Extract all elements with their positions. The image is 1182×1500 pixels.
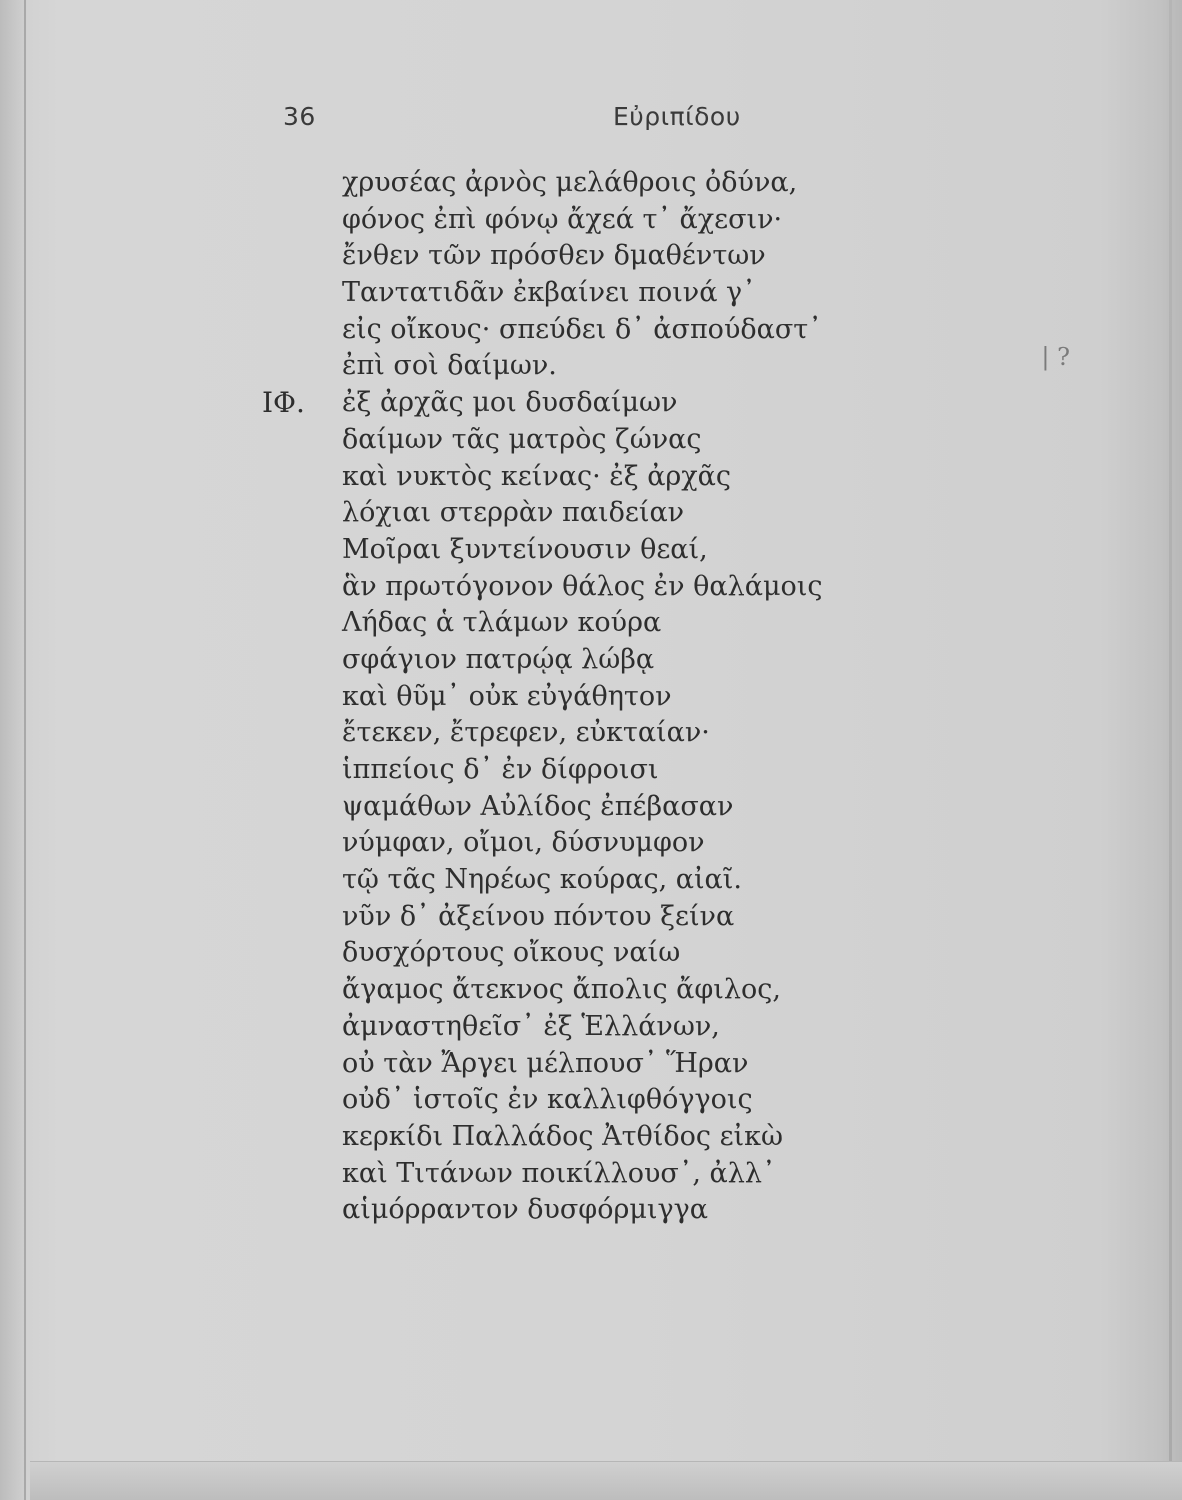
- verse-line: [262, 825, 962, 862]
- verse-text: ψαμάθων Αὐλίδος ἐπέβασαν: [342, 790, 734, 822]
- verse-text: ἔτεκεν, ἔτρεφεν, εὐκταίαν·: [342, 717, 710, 749]
- verse-text: αἱμόρραντον δυσφόρμιγγα: [342, 1194, 708, 1226]
- verse-text: κερκίδι Παλλάδος Ἀτθίδος εἰκὼ: [342, 1120, 784, 1152]
- running-title: Εὐριπίδου: [613, 102, 741, 131]
- verse-line: [262, 789, 962, 826]
- running-header: [0, 96, 1182, 136]
- verse-line: [262, 679, 962, 716]
- verse-line: [262, 935, 962, 972]
- verse-text: ἃν πρωτόγονον θάλος ἐν θαλάμοις: [342, 570, 823, 602]
- verse-line: [262, 238, 962, 275]
- verse-line: [262, 532, 962, 569]
- verse-text: ἱππείοις δ᾽ ἐν δίφροισι: [342, 754, 659, 785]
- verse-text: δαίμων τᾶς ματρὸς ζώνας: [342, 423, 702, 455]
- verse-text: ἀμναστηθεῖσ᾽ ἐξ Ἑλλάνων,: [342, 1010, 720, 1042]
- verse-text: Ταντατιδᾶν ἐκβαίνει ποινά γ᾽: [342, 277, 756, 309]
- verse-text: δυσχόρτους οἴκους ναίω: [342, 937, 681, 969]
- verse-text: καὶ θῦμ᾽ οὐκ εὐγάθητον: [342, 680, 672, 712]
- verse-text: ἔνθεν τῶν πρόσθεν δμαθέντων: [342, 240, 766, 272]
- page-number: 36: [283, 102, 316, 131]
- page-bottom-edge: [30, 1461, 1182, 1500]
- verse-line: [262, 1119, 962, 1156]
- verse-line: [262, 202, 962, 239]
- verse-text: ἄγαμος ἄτεκνος ἄπολις ἄφιλος,: [342, 974, 781, 1006]
- verse-block: [262, 165, 962, 1229]
- verse-line: [262, 275, 962, 312]
- page-edge: [1169, 0, 1172, 1500]
- verse-text: νύμφαν, οἴμοι, δύσνυμφον: [342, 827, 705, 859]
- verse-line: [262, 422, 962, 459]
- verse-text: καὶ Τιτάνων ποικίλλουσ᾽, ἀλλ᾽: [342, 1157, 776, 1189]
- verse-text: Λήδας ἁ τλάμων κούρα: [342, 607, 662, 639]
- verse-line: [262, 642, 962, 679]
- verse-line: [262, 312, 962, 349]
- verse-line: [262, 1156, 962, 1193]
- verse-text: οὐ τὰν Ἄργει μέλπουσ᾽ Ἥραν: [342, 1047, 749, 1079]
- margin-mark: | ?: [1041, 343, 1070, 371]
- verse-text: σφάγιον πατρῴᾳ λώβᾳ: [342, 643, 655, 675]
- verse-line: [262, 1192, 962, 1229]
- verse-text: εἰς οἴκους· σπεύδει δ᾽ ἀσπούδαστ᾽: [342, 313, 822, 345]
- speaker-label: ΙΦ.: [262, 386, 305, 420]
- verse-text: οὐδ᾽ ἱστοῖς ἐν καλλιφθόγγοις: [342, 1084, 753, 1116]
- verse-line: [262, 1046, 962, 1083]
- verse-line: [262, 862, 962, 899]
- verse-text: τῷ τᾶς Νηρέως κούρας, αἰαῖ.: [342, 864, 742, 896]
- verse-line: [262, 459, 962, 496]
- verse-line: [262, 605, 962, 642]
- verse-text: ἐπὶ σοὶ δαίμων.: [342, 350, 557, 382]
- verse-text: φόνος ἐπὶ φόνῳ ἄχεά τ᾽ ἄχεσιν·: [342, 203, 783, 235]
- verse-line: [262, 899, 962, 936]
- verse-line: [262, 1009, 962, 1046]
- verse-line: [262, 348, 962, 385]
- verse-text: νῦν δ᾽ ἀξείνου πόντου ξείνα: [342, 900, 735, 932]
- verse-line: [262, 972, 962, 1009]
- verse-text: λόχιαι στερρὰν παιδείαν: [342, 497, 685, 529]
- verse-text: ἐξ ἀρχᾶς μοι δυσδαίμων: [342, 387, 678, 419]
- verse-text: καὶ νυκτὸς κείνας· ἐξ ἀρχᾶς: [342, 460, 732, 492]
- verse-line: [262, 752, 962, 789]
- book-spine-shadow: [24, 0, 26, 1500]
- verse-line: [262, 165, 962, 202]
- verse-line: [262, 495, 962, 532]
- verse-line: [262, 385, 962, 422]
- verse-line: [262, 715, 962, 752]
- verse-line: [262, 1082, 962, 1119]
- verse-text: χρυσέας ἀρνὸς μελάθροις ὀδύνα,: [342, 167, 798, 198]
- verse-line: [262, 569, 962, 606]
- verse-text: Μοῖραι ξυντείνουσιν θεαί,: [342, 533, 708, 565]
